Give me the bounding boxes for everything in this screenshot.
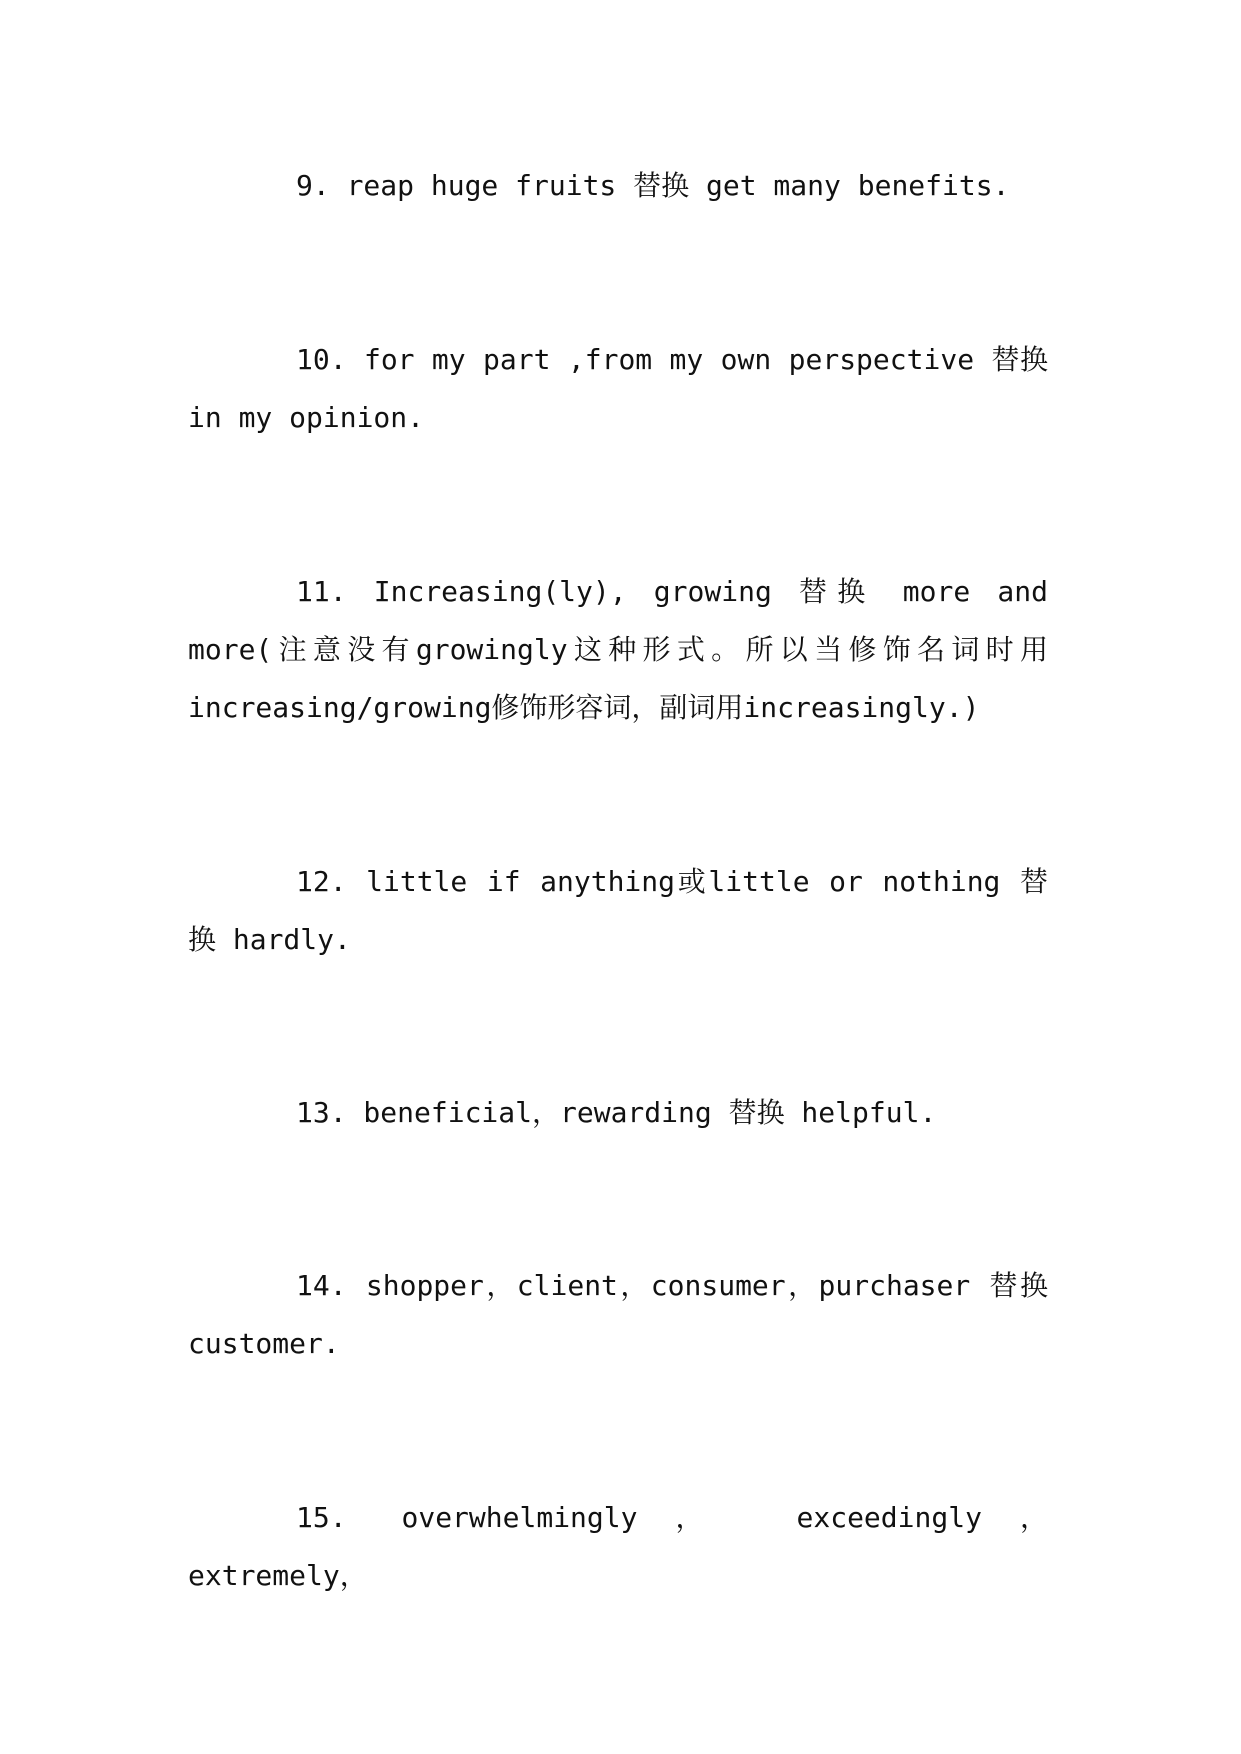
paragraph-item-14: 14. shopper，client，consumer，purchaser 替换 customer.: [188, 1269, 1048, 1360]
paragraph-item-15: 15. overwhelmingly， exceedingly， extremely，: [188, 1501, 1048, 1592]
paragraph-item-11: 11. Increasing(ly), growing 替换 more and more(注意没有growingly这种形式。所以当修饰名词时用increasing/growing修饰形容词，副词用increasingly.): [188, 575, 1048, 724]
paragraph-item-10: 10. for my part ,from my own perspective 替换 in my opinion.: [188, 343, 1048, 434]
paragraph-item-12: 12. little if anything或little or nothing 替换 hardly.: [188, 865, 1048, 956]
paragraph-item-13: 13. beneficial，rewarding 替换 helpful.: [296, 1096, 937, 1129]
paragraph-item-9: 9. reap huge fruits 替换 get many benefits.: [296, 169, 1010, 202]
